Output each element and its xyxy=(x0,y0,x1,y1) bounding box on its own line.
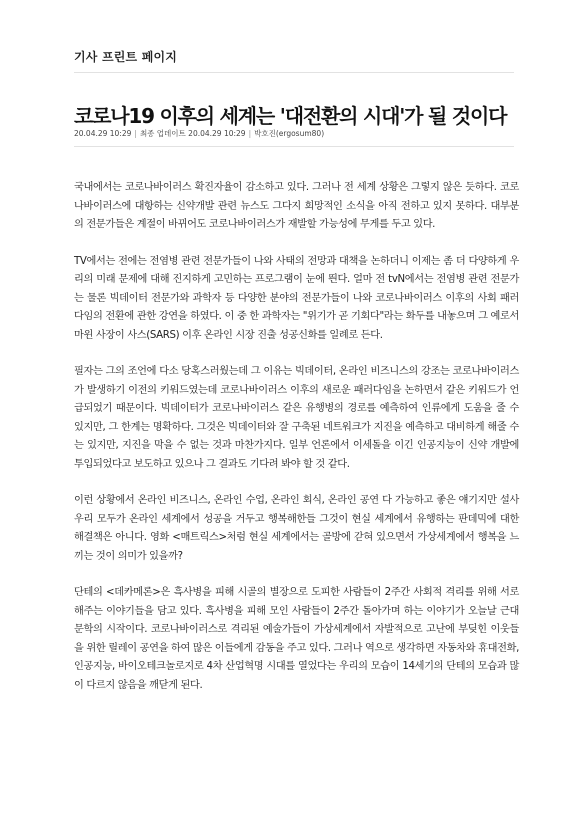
author-name: 박호진(ergosum80) xyxy=(254,129,325,138)
article-paragraph: 단테의 <데카메론>은 흑사병을 피해 시골의 별장으로 도피한 사람들이 2주간 사회적 격리를 위해 서로 해주는 이야기들을 담고 있다. 흑사병을 피해 모인 사람들이 2주간 돌아가며 하는 이야기가 오늘날 근대문학의 시작이다. 코로나바이러스로 격리된 예술가들이 가상세계에서 자발적으로 고난에 부딪힌 이웃들을 위한 릴레이 공연을 하여 많은 이들에게 감동을 주고 있다. 그러나 역으로 생각하면 자동차와 휴대전화, 인공지능, 바이오테크놀로지로 4차 산업혁명 시대를 열었다는 우리의 모습이 14세기의 단테의 모습과 많이 다르지 않음을 깨닫게 된다. xyxy=(74,587,519,691)
article-body xyxy=(74,179,519,713)
header-divider xyxy=(74,72,514,73)
print-page-label: 기사 프린트 페이지 xyxy=(74,50,178,64)
article-paragraph: TV에서는 전에는 전염병 관련 전문가들이 나와 사태의 전망과 대책을 논하더니 이제는 좀 더 다양하게 우리의 미래 문제에 대해 진지하게 고민하는 프로그램이 눈에 띈다. 얼마 전 tvN에서는 전염병 관련 전문가는 물론 빅데이터 전문가와 과학자 등 다양한 분야의 전문가들이 나와 코로나바이러스 이후의 사회 패러다임의 전환에 관한 강연을 하였다. 이 중 한 과학자는 "위기가 곧 기회다"라는 화두를 내놓으며 그 예로서 마윈 사장이 사스(SARS) 이후 온라인 시장 진출 성공신화를 일례로 든다. xyxy=(74,255,519,341)
meta-separator: | xyxy=(134,129,137,138)
article-paragraph: 이런 상황에서 온라인 비즈니스, 온라인 수업, 온라인 회식, 온라인 공연 다 가능하고 좋은 얘기지만 설사 우리 모두가 온라인 세계에서 성공을 거두고 행복해한들 그것이 현실 세계에서 유행하는 판데믹에 대한 해결책은 아니다. 영화 <매트릭스>처럼 현실 세계에서는 골방에 갇혀 있으면서 가상세계에서 행복을 느끼는 것이 의미가 있을까? xyxy=(74,495,519,562)
published-time: 20.04.29 10:29 xyxy=(74,129,132,138)
article-paragraph: 필자는 그의 조언에 다소 당혹스러웠는데 그 이유는 빅데이터, 온라인 비즈니스의 강조는 코로나바이러스가 발생하기 이전의 키워드였는데 코로나바이러스 이후의 새로운 패러다임을 논하면서 같은 키워드가 언급되었기 때문이다. 빅데이터가 코로나바이러스 같은 유행병의 경로를 예측하여 인류에게 도움을 줄 수 있지만, 그 한계는 명확하다. 그것은 빅데이터와 잘 구축된 네트워크가 지진을 예측하고 대비하게 해줄 수는 있지만, 지진을 막을 수 없는 것과 마찬가지다. 일부 언론에서 이세돌을 이긴 인공지능이 신약 개발에 투입되었다고 보도하고 있으나 그 결과도 기다려 봐야 할 것 같다. xyxy=(74,366,519,470)
article-title: 코로나19 이후의 세계는 '대전환의 시대'가 될 것이다 xyxy=(74,104,507,129)
meta-divider xyxy=(74,146,514,147)
article-meta xyxy=(74,128,324,139)
meta-separator: | xyxy=(248,129,252,138)
article-paragraph: 국내에서는 코로나바이러스 확진자율이 감소하고 있다. 그러나 전 세계 상황은 그렇지 않은 듯하다. 코로나바이러스에 대항하는 신약개발 관련 뉴스도 그다지 희망적인 소식을 아직 전하고 있지 못하다. 대부분의 전문가들은 계절이 바뀌어도 코로나바이러스가 재발할 가능성에 무게를 두고 있다. xyxy=(74,182,519,230)
updated-time: 최종 업데이트 20.04.29 10:29 xyxy=(139,129,246,138)
